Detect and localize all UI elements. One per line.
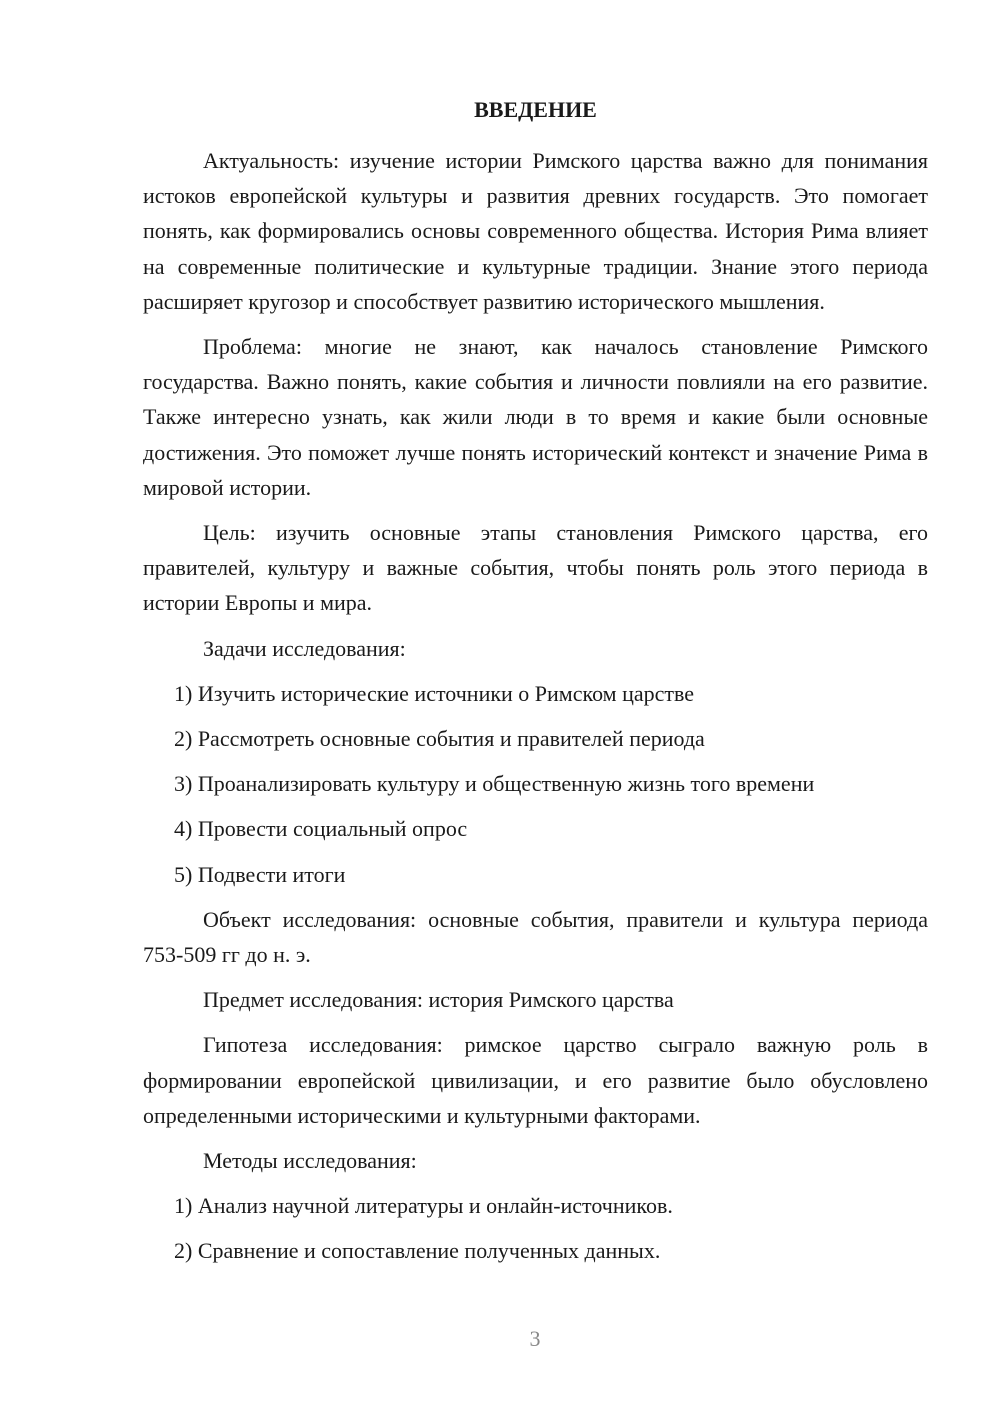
problem-paragraph: Проблема: многие не знают, как началось становление Римского государства. Важно понять, какие события и личности повлияли на его развитие. Также интересно узнать, как жили люди в то время и какие были основные достижения. Это поможет лучше понять исторический контекст и значение Рима в мировой истории. — [143, 334, 928, 500]
object-paragraph: Объект исследования: основные события, правители и культура периода 753-509 гг до н. э. — [143, 906, 928, 968]
task-item: 4) Провести социальный опрос — [174, 816, 468, 842]
method-item: 1) Анализ научной литературы и онлайн-источников. — [174, 1193, 673, 1219]
task-item: 1) Изучить исторические источники о Римском царстве — [174, 680, 695, 706]
task-item: 2) Рассмотреть основные события и правителей периода — [174, 726, 705, 752]
task-item: 3) Проанализировать культуру и общественную жизнь того времени — [174, 771, 815, 797]
page-number: 3 — [529, 1326, 541, 1351]
subject-paragraph: Предмет исследования: история Римского царства — [203, 987, 674, 1013]
tasks-heading: Задачи исследования: — [203, 635, 406, 661]
document-page — [143, 92, 928, 1279]
document-title: ВВЕДЕНИЕ — [474, 97, 597, 122]
methods-heading: Методы исследования: — [203, 1148, 417, 1174]
relevance-paragraph: Актуальность: изучение истории Римского царства важно для понимания истоков европейской культуры и развития древних государств. Это помогает понять, как формировались основы современного общества. История Рима влияет на современные политические и культурные традиции. Знание этого периода расширяет кругозор и способствует развитию исторического мышления. — [143, 148, 928, 314]
task-item: 5) Подвести итоги — [174, 861, 346, 887]
hypothesis-paragraph: Гипотеза исследования: римское царство сыграло важную роль в формировании европейской цивилизации, и его развитие было обусловлено определенными историческими и культурными факторами. — [143, 1032, 928, 1128]
method-item: 2) Сравнение и сопоставление полученных данных. — [174, 1238, 661, 1264]
goal-paragraph: Цель: изучить основные этапы становления Римского царства, его правителей, культуру и важные события, чтобы понять роль этого периода в истории Европы и мира. — [143, 520, 928, 616]
